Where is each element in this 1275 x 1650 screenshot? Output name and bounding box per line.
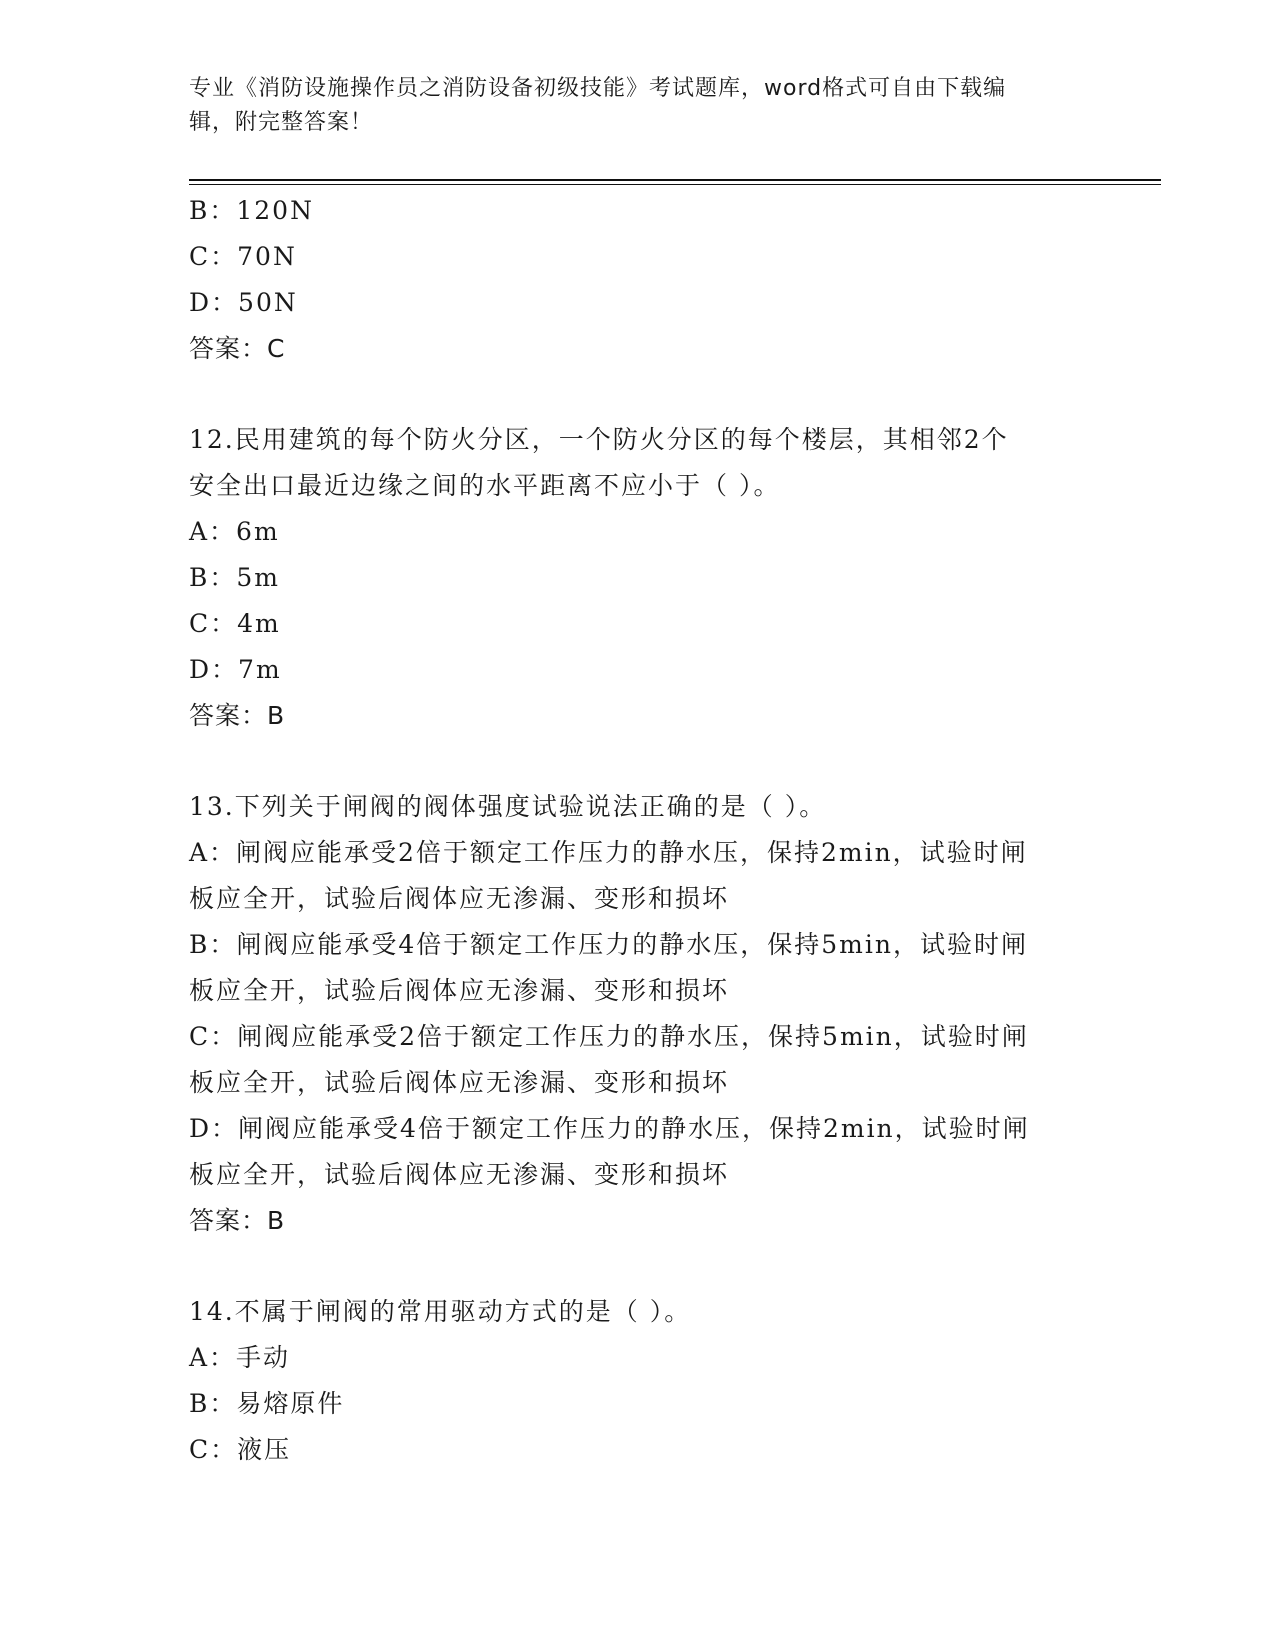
answer: 答案：B [189,1206,286,1235]
option-b-cont: 板应全开，试验后阀体应无渗漏、变形和损坏 [189,976,730,1005]
option-b: B：易熔原件 [189,1389,345,1418]
option-a: A：手动 [189,1343,291,1372]
option-a: A：闸阀应能承受2倍于额定工作压力的静水压，保持2min，试验时闸 [189,838,1028,867]
option-b: B：120N [189,196,314,225]
option-b: B：5m [189,563,280,592]
header-line-1: 专业《消防设施操作员之消防设备初级技能》考试题库，word格式可自由下载编 [189,76,1007,101]
answer: 答案：C [189,334,286,363]
option-b: B：闸阀应能承受4倍于额定工作压力的静水压，保持5min，试验时闸 [189,930,1028,959]
page-header [189,72,1089,140]
spacer [189,1244,1089,1289]
question-12 [189,417,1089,739]
header-rule-thin [189,184,1161,185]
header-line-2: 辑，附完整答案！ [189,110,374,135]
option-c: C：70N [189,242,297,271]
answer: 答案：B [189,701,286,730]
question-stem: 13.下列关于闸阀的阀体强度试验说法正确的是（ ）。 [189,792,827,821]
spacer [189,372,1089,417]
option-a-cont: 板应全开，试验后阀体应无渗漏、变形和损坏 [189,884,730,913]
option-c: C：4m [189,609,281,638]
option-a: A：6m [189,517,280,546]
spacer [189,739,1089,784]
option-d: D：50N [189,288,298,317]
question-stem-cont: 安全出口最近边缘之间的水平距离不应小于（ ）。 [189,471,781,500]
option-c: C：液压 [189,1435,292,1464]
option-d: D：7m [189,655,282,684]
question-14 [189,1289,1089,1473]
option-d: D：闸阀应能承受4倍于额定工作压力的静水压，保持2min，试验时闸 [189,1114,1030,1143]
question-stem: 14.不属于闸阀的常用驱动方式的是（ ）。 [189,1297,692,1326]
header-rule-thick [189,179,1161,181]
question-content [189,188,1089,1473]
question-11-tail [189,188,1089,372]
option-d-cont: 板应全开，试验后阀体应无渗漏、变形和损坏 [189,1160,730,1189]
option-c: C：闸阀应能承受2倍于额定工作压力的静水压，保持5min，试验时闸 [189,1022,1029,1051]
question-13 [189,784,1089,1244]
option-c-cont: 板应全开，试验后阀体应无渗漏、变形和损坏 [189,1068,730,1097]
question-stem: 12.民用建筑的每个防火分区，一个防火分区的每个楼层，其相邻2个 [189,425,1009,454]
